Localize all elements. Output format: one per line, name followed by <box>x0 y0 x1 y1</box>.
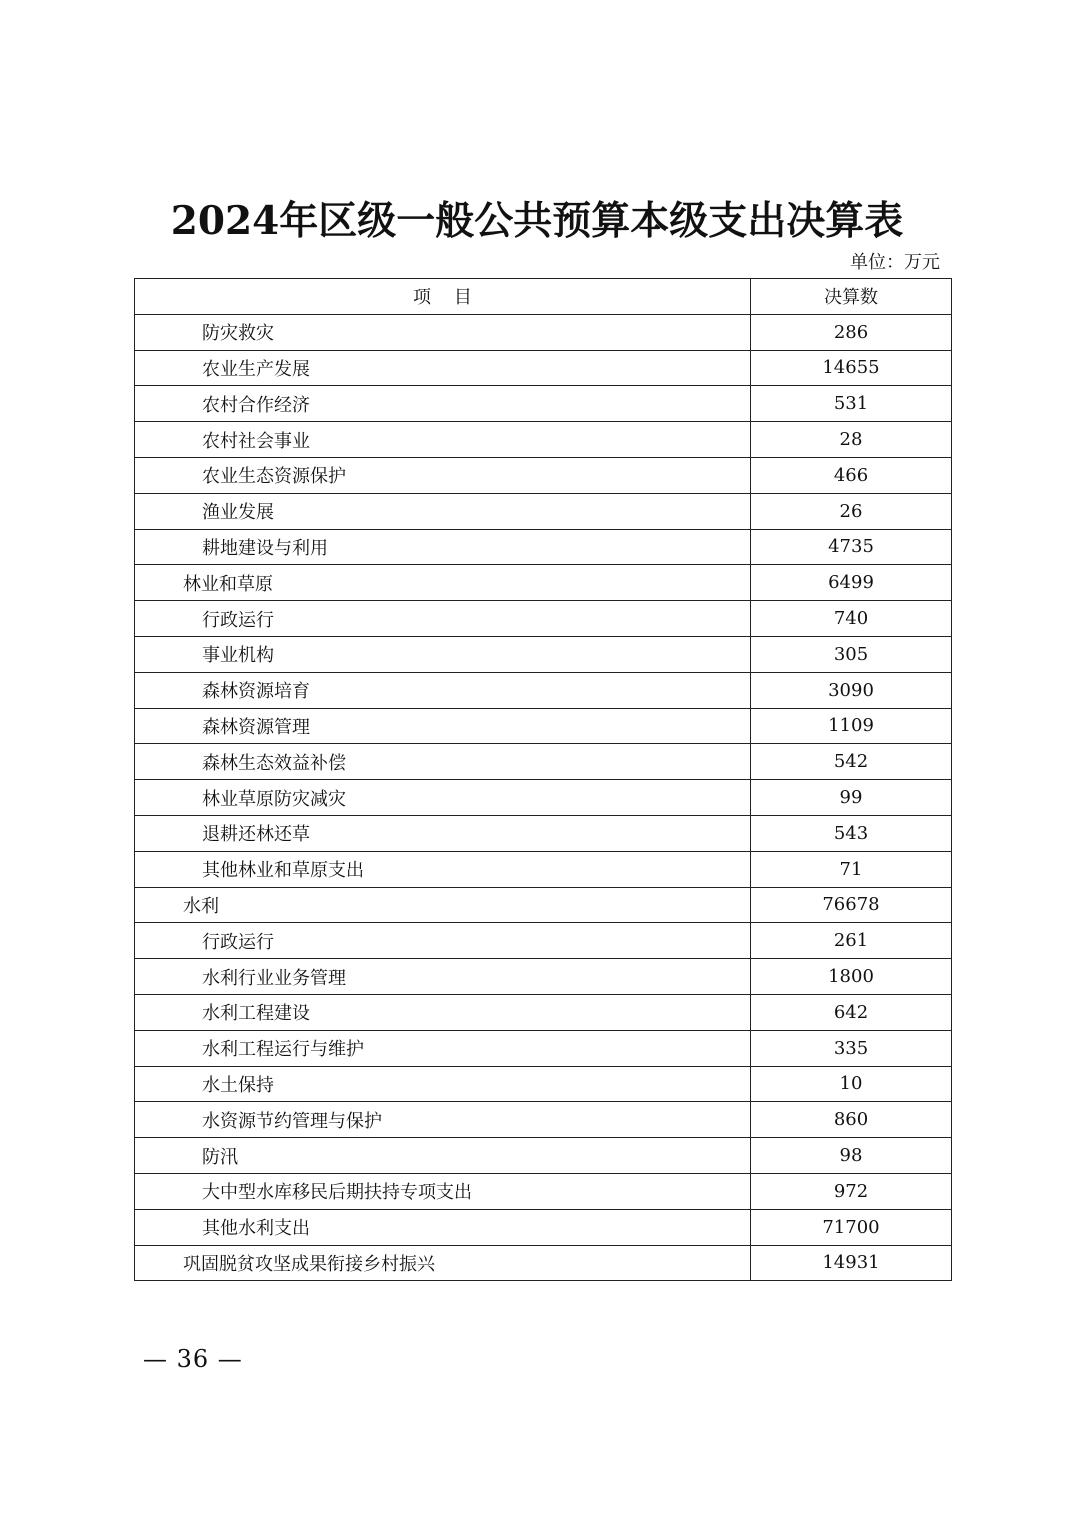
row-item: 巩固脱贫攻坚成果衔接乡村振兴 <box>135 1245 751 1281</box>
unit-label: 单位：万元 <box>850 252 940 273</box>
table-row <box>135 851 952 887</box>
table-row <box>135 1245 952 1281</box>
table-row <box>135 1173 952 1209</box>
row-item: 森林生态效益补偿 <box>135 744 751 780</box>
row-amount: 99 <box>751 780 952 816</box>
row-item: 水土保持 <box>135 1066 751 1102</box>
row-item: 耕地建设与利用 <box>135 529 751 565</box>
row-amount: 28 <box>751 422 952 458</box>
header-item: 项 目 <box>135 279 751 315</box>
table-row <box>135 457 952 493</box>
row-item: 其他水利支出 <box>135 1209 751 1245</box>
row-item: 防汛 <box>135 1138 751 1174</box>
row-amount: 98 <box>751 1138 952 1174</box>
row-item: 林业草原防灾减灾 <box>135 780 751 816</box>
table-row <box>135 708 952 744</box>
row-amount: 76678 <box>751 887 952 923</box>
row-item: 事业机构 <box>135 636 751 672</box>
row-item: 行政运行 <box>135 601 751 637</box>
row-item: 森林资源培育 <box>135 672 751 708</box>
table-row <box>135 350 952 386</box>
row-amount: 4735 <box>751 529 952 565</box>
row-item: 防灾救灾 <box>135 314 751 350</box>
row-item: 水资源节约管理与保护 <box>135 1102 751 1138</box>
page-number: — 36 — <box>143 1345 243 1373</box>
row-item: 森林资源管理 <box>135 708 751 744</box>
row-item: 退耕还林还草 <box>135 815 751 851</box>
row-amount: 10 <box>751 1066 952 1102</box>
row-item: 水利工程建设 <box>135 994 751 1030</box>
table-row <box>135 493 952 529</box>
table-row <box>135 815 952 851</box>
row-item: 大中型水库移民后期扶持专项支出 <box>135 1173 751 1209</box>
row-amount: 860 <box>751 1102 952 1138</box>
table-header-row <box>135 279 952 315</box>
table-body <box>135 314 952 1281</box>
row-amount: 642 <box>751 994 952 1030</box>
row-amount: 71 <box>751 851 952 887</box>
table-row <box>135 923 952 959</box>
row-item: 农业生态资源保护 <box>135 457 751 493</box>
row-amount: 26 <box>751 493 952 529</box>
table-row <box>135 314 952 350</box>
row-amount: 531 <box>751 386 952 422</box>
row-item: 水利行业业务管理 <box>135 959 751 995</box>
table-row <box>135 601 952 637</box>
row-item: 林业和草原 <box>135 565 751 601</box>
table-row <box>135 994 952 1030</box>
row-item: 农业生产发展 <box>135 350 751 386</box>
table-row <box>135 959 952 995</box>
row-amount: 972 <box>751 1173 952 1209</box>
table-row <box>135 744 952 780</box>
row-item: 行政运行 <box>135 923 751 959</box>
header-amount: 决算数 <box>751 279 952 315</box>
table-row <box>135 1138 952 1174</box>
row-item: 水利 <box>135 887 751 923</box>
table-row <box>135 887 952 923</box>
row-item: 渔业发展 <box>135 493 751 529</box>
budget-table <box>134 278 952 1281</box>
row-amount: 466 <box>751 457 952 493</box>
row-amount: 740 <box>751 601 952 637</box>
table-row <box>135 780 952 816</box>
table-row <box>135 1209 952 1245</box>
row-amount: 286 <box>751 314 952 350</box>
table-row <box>135 529 952 565</box>
row-amount: 261 <box>751 923 952 959</box>
table-row <box>135 422 952 458</box>
table-row <box>135 1030 952 1066</box>
row-amount: 71700 <box>751 1209 952 1245</box>
row-item: 农村社会事业 <box>135 422 751 458</box>
table-row <box>135 1102 952 1138</box>
table-row <box>135 636 952 672</box>
row-amount: 543 <box>751 815 952 851</box>
table-row <box>135 565 952 601</box>
table-row <box>135 386 952 422</box>
table-row <box>135 1066 952 1102</box>
table-row <box>135 672 952 708</box>
row-amount: 14931 <box>751 1245 952 1281</box>
row-amount: 3090 <box>751 672 952 708</box>
page-title: 2024年区级一般公共预算本级支出决算表 <box>170 198 904 244</box>
row-amount: 542 <box>751 744 952 780</box>
row-item: 水利工程运行与维护 <box>135 1030 751 1066</box>
row-item: 农村合作经济 <box>135 386 751 422</box>
row-amount: 6499 <box>751 565 952 601</box>
row-amount: 1800 <box>751 959 952 995</box>
row-item: 其他林业和草原支出 <box>135 851 751 887</box>
row-amount: 1109 <box>751 708 952 744</box>
row-amount: 335 <box>751 1030 952 1066</box>
row-amount: 14655 <box>751 350 952 386</box>
row-amount: 305 <box>751 636 952 672</box>
